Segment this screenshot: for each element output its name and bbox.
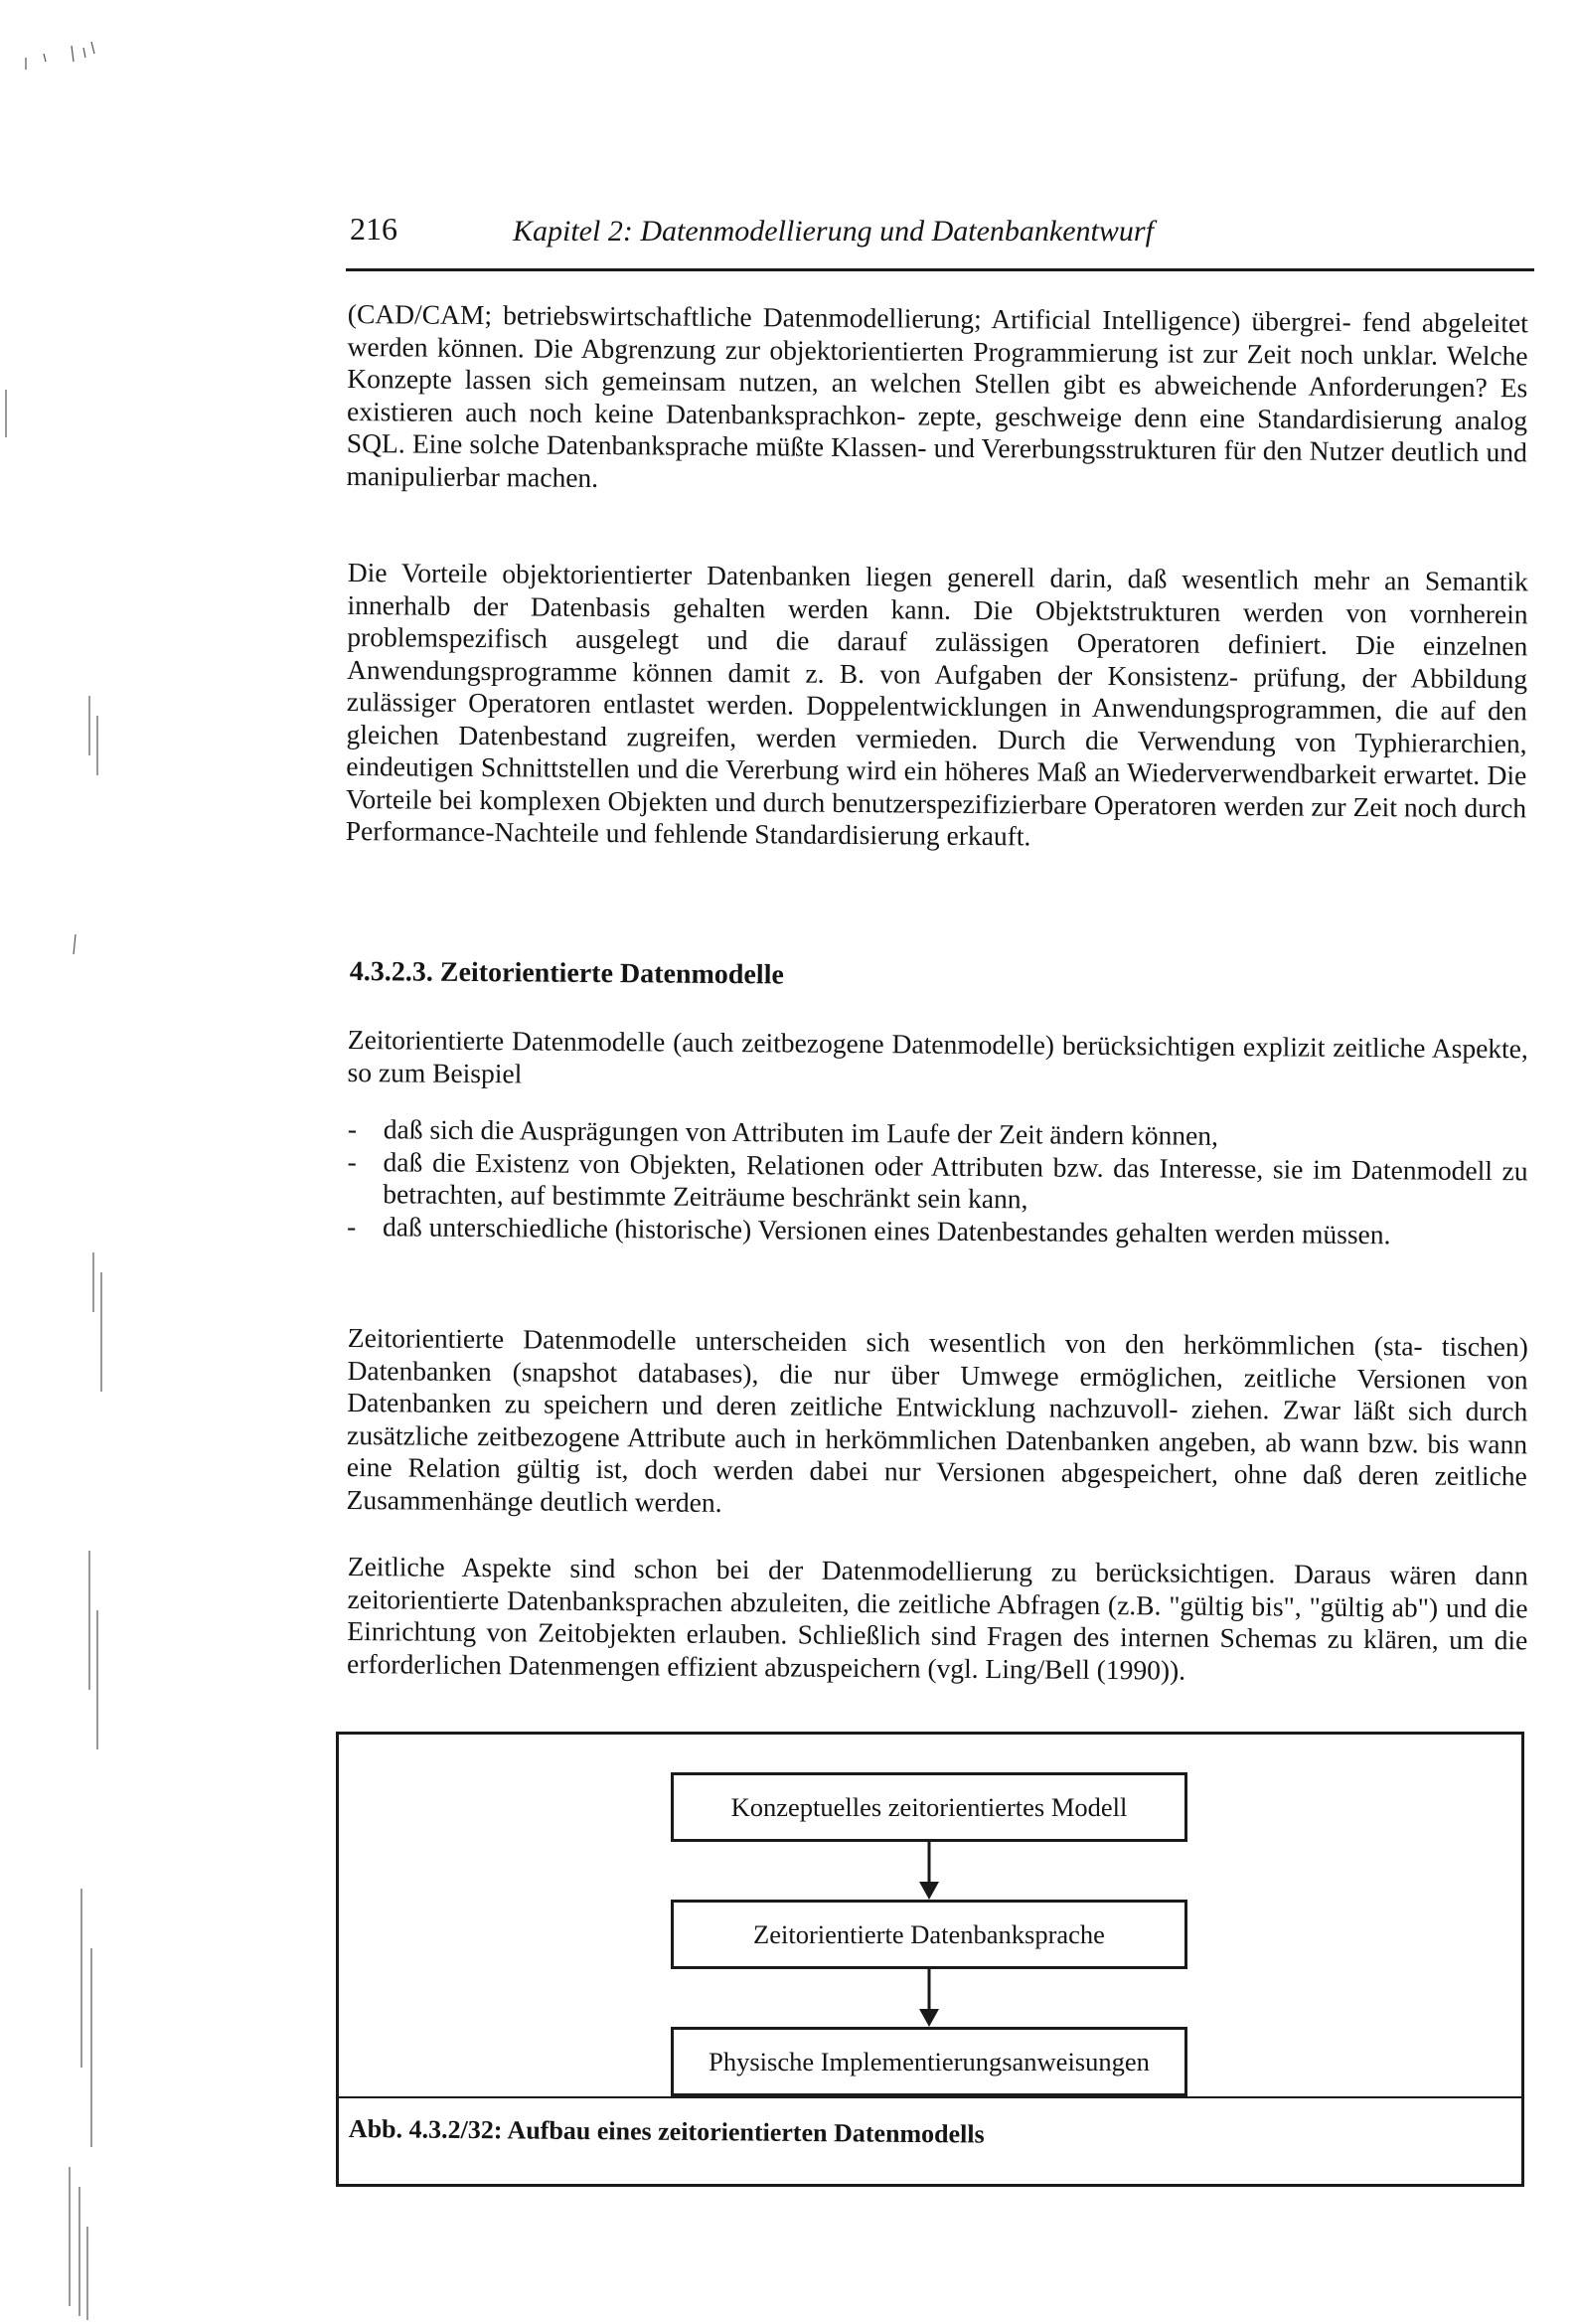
scan-edge-artifact bbox=[0, 0, 109, 2324]
paragraph-aspects: Zeitliche Aspekte sind schon bei der Datenmodellierung zu berücksichtigen. Daraus wären dann zeitorientierte Datenbanksprachen abzuleiten, die zeitliche Abfragen (z.B. "gültig bis", "gültig ab") und die Einrichtung von Zeitobjekten erlauben. Schließlich sind Fragen des internen Schemas zu klären, um die erforderlichen Datenmengen effizient abzuspeichern (vgl. Ling/Bell (1990)). bbox=[346, 1551, 1528, 1686]
page-header bbox=[346, 211, 1534, 271]
aspect-list bbox=[347, 1113, 1528, 1251]
page-number: 216 bbox=[350, 211, 397, 247]
diagram-box-physical-implementation: Physische Implementierungsanweisungen bbox=[671, 2027, 1187, 2096]
paragraph-definition: Zeitorientierte Datenmodelle (auch zeitbezogene Datenmodelle) berücksichtigen explizit zeitliche Aspekte, so zum Beispiel bbox=[347, 1024, 1528, 1088]
section-heading: 4.3.2.3. Zeitorientierte Datenmodelle bbox=[349, 956, 784, 991]
diagram-box-conceptual-model: Konzeptuelles zeitorientiertes Modell bbox=[671, 1772, 1187, 1842]
figure-diagram bbox=[336, 1732, 1524, 2187]
diagram-box-database-language: Zeitorientierte Datenbanksprache bbox=[671, 1900, 1187, 1969]
paragraph-comparison: Zeitorientierte Datenmodelle unterscheiden sich wesentlich von den herkömmlichen (sta- tischen) Datenbanken (snapshot databases), die nur über Umwege ermöglichen, zeitliche Versionen von Datenbanken zu speichern und deren zeitliche Entwicklung nachzuvoll- ziehen. Zwar läßt sich durch zusätzliche zeitbezogene Attribute auch in herkömmlichen Datenbanken angeben, ab wann bzw. bis wann eine Relation gültig ist, doch werden dabei nur Versionen abgespeichert, ohne daß deren zeitliche Zusammenhänge deutlich werden. bbox=[346, 1322, 1528, 1518]
list-item: - daß unterschiedliche (historische) Versionen eines Datenbestandes gehalten werden müssen. bbox=[347, 1210, 1527, 1251]
list-item: - daß sich die Ausprägungen von Attributen im Laufe der Zeit ändern können, bbox=[348, 1113, 1528, 1155]
caption-divider bbox=[339, 2096, 1521, 2098]
figure-caption: Abb. 4.3.2/32: Aufbau eines zeitorientierten Datenmodells bbox=[348, 2114, 985, 2149]
paragraph-intro: (CAD/CAM; betriebswirtschaftliche Datenmodellierung; Artificial Intelligence) übergrei- fend abgeleitet werden können. Die Abgrenzung zur objektorientierten Programmierung ist zur Zeit noch unklar. Welche Konzepte lassen sich gemeinsam nutzen, an welchen Stellen gibt es abweichende Anforderungen? Es existieren auch noch keine Datenbanksprachkon- zepte, geschweige denn eine Standardisierung analog SQL. Eine solche Datenbanksprache müßte Klassen- und Vererbungsstrukturen für den Nutzer deutlich und manipulierbar machen. bbox=[346, 298, 1528, 493]
arrow-down-icon bbox=[905, 1842, 953, 1900]
paragraph-advantages: Die Vorteile objektorientierter Datenbanken liegen generell darin, daß wesentlich mehr an Semantik innerhalb der Datenbasis gehalten werden kann. Die Objektstrukturen werden von vornherein problemspezifisch ausgelegt und die darauf zulässigen Operatoren definiert. Die einzelnen Anwendungsprogramme können damit z. B. von Aufgaben der Konsistenz- prüfung, der Abbildung zulässiger Operatoren entlastet werden. Doppelentwicklungen in Anwendungsprogrammen, die auf den gleichen Datenbestand zugreifen, werden vermieden. Durch die Verwendung von Typhierarchien, eindeutigen Schnittstellen und die Vererbung wird ein höheres Maß an Wiederverwendbarkeit erwartet. Die Vorteile bei komplexen Objekten und durch benutzerspezifizierbare Operatoren werden zur Zeit noch durch Performance-Nachteile und fehlende Standardisierung erkauft. bbox=[345, 557, 1528, 852]
list-item: - daß die Existenz von Objekten, Relationen oder Attributen bzw. das Interesse, sie im Datenmodell zu betrachten, auf bestimmte Zeiträume beschränkt sein kann, bbox=[347, 1145, 1527, 1219]
running-title: Kapitel 2: Datenmodellierung und Datenbankentwurf bbox=[513, 215, 1154, 248]
arrow-down-icon bbox=[905, 1969, 953, 2027]
